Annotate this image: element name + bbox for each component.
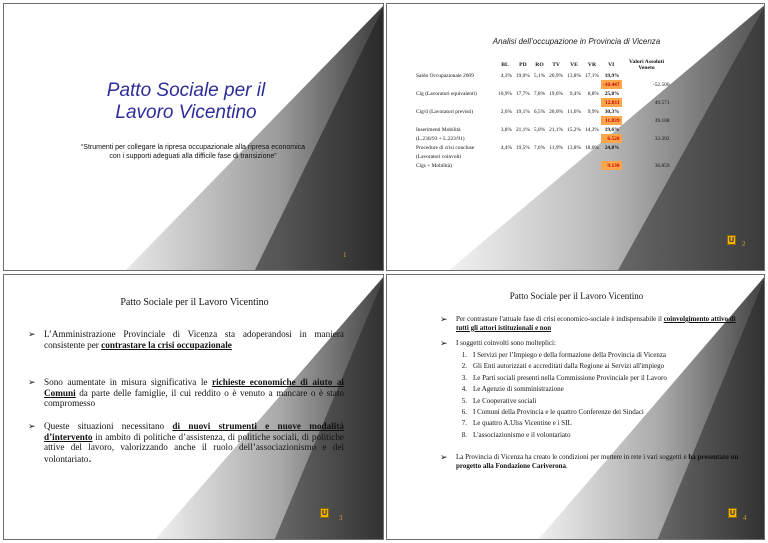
university-logo-icon: U [730, 510, 736, 517]
slide-1-subtitle: “Strumenti per collegare la ripresa occupazionale alla ripresa economica con i supporti adeguati alla difficile fase di transizione” [80, 144, 306, 160]
col-header: Valori Assoluti Veneto [629, 58, 665, 71]
col-header: TV [552, 61, 560, 68]
page-number: 3 [339, 514, 343, 522]
slide-2 [386, 3, 765, 271]
slide-4 [386, 274, 765, 540]
page-number: 1 [343, 251, 347, 259]
col-header: RO [535, 61, 544, 68]
university-logo-icon: U [729, 237, 735, 244]
university-logo-icon: U [322, 510, 328, 517]
col-header: BL [501, 61, 509, 68]
bullet-2: ➢ Sono aumentate in misura significativa le richieste economiche di aiuto ai Comuni da parte delle famiglie, il cui reddito o è venuto a mancare o è stato compromesso [28, 377, 344, 409]
table-row: (L.236/93 + L.223/91) 6.520 33.292 [416, 135, 670, 142]
list-item: 4. Le Agenzie di somministrazione [461, 385, 564, 394]
arrow-bullet-icon: ➢ [440, 338, 448, 348]
table-row: Procedure di crisi concluse 4,4% 19,5% 7,6% 11,9% 13,8% 18,0% 24,8% [416, 144, 620, 151]
slide-3 [3, 274, 384, 540]
slide-1 [3, 3, 384, 271]
table-row: Saldo Occupazionale 2009 4,3% 19,0% 5,1% 20,9% 13,8% 17,1% 19,9% [416, 72, 620, 79]
list-item: 5. Le Cooperative sociali [461, 396, 537, 405]
table-row: (Lavoratori coinvolti [416, 153, 462, 160]
slide-1-title: Patto Sociale per il Lavoro Vicentino [106, 80, 266, 123]
list-item: 3. Le Parti sociali presenti nella Commissione Provinciale per il Lavoro [461, 373, 667, 382]
paragraph-2: ➢ I soggetti coinvolti sono molteplici: [440, 338, 556, 348]
col-header: VR [587, 61, 596, 68]
slide-4-title: Patto Sociale per il Lavoro Vicentino [509, 291, 644, 301]
arrow-bullet-icon: ➢ [28, 377, 36, 387]
actors-list [453, 350, 753, 441]
occupation-table [414, 58, 672, 170]
table-row: Inserimenti Mobilità 3,8% 21,1% 5,0% 21,1% 15,2% 14,3% 19,6% [416, 126, 620, 133]
table-header-row [414, 58, 672, 71]
arrow-bullet-icon: ➢ [440, 452, 448, 462]
page-number: 4 [743, 514, 747, 522]
arrow-bullet-icon: ➢ [440, 314, 448, 324]
table-row: Cig/d (Lavoratori previsti) 2,6% 19,1% 6,5% 20,0% 11,6% 9,9% 30,3% [416, 108, 620, 115]
col-header: VI [608, 61, 615, 68]
arrow-bullet-icon: ➢ [28, 329, 36, 339]
table-row: -10.447 -52.500 [602, 81, 670, 88]
list-item: 8. L'associazionismo e il volontariato [461, 430, 571, 439]
list-item: 7. Le quattro A.Ulss Vicentine e i SIL [461, 419, 572, 428]
decorative-triangle [4, 4, 384, 271]
bullet-1: ➢ L’Amministrazione Provinciale di Vicenza sta adoperandosi in maniera consistente per contrastare la crisi occupazionale [28, 329, 344, 350]
list-item: 1. I Servizi per l’Impiego e della formazione della Provincia di Vicenza [461, 351, 667, 359]
paragraph-3: ➢ La Provincia di Vicenza ha creato le condizioni per mettere in rete i vari soggetti e ha presentato un progetto alla Fondazione Cariverona. [440, 452, 739, 470]
arrow-bullet-icon: ➢ [28, 421, 36, 431]
table-row: Cig (Lavoratori equivalenti) 10,9% 17,7% 7,8% 19,6% 9,4% 8,8% 25,8% [416, 90, 620, 97]
bullet-3: ➢ Queste situazioni necessitano di nuovi strumenti e nuove modalità d’intervento in ambito di politiche d’assistenza, di politiche sociali, di politiche attive del lavoro, valorizzando anche il ruolo dell’associazionismo e del volontariato. [28, 421, 344, 465]
paragraph-1: ➢ Per contrastare l'attuale fase di crisi economico-sociale è indispensabile il coinvolgimento attivo di tutti gli attori istituzionali e non [440, 314, 736, 332]
slide-2-title: Analisi dell’occupazione in Provincia di Vicenza [492, 37, 661, 46]
col-header: PD [519, 61, 527, 68]
table-row: 12.811 49.571 [414, 98, 672, 107]
table-row: 11.839 39.108 [414, 116, 672, 125]
table-row: Cigs + Mobilità) 9.130 36.859 [416, 162, 670, 169]
list-item: 6. I Comuni della Provincia e le quattro Conferenze dei Sindaci [461, 407, 644, 416]
page-number: 2 [742, 240, 746, 248]
col-header: VE [570, 61, 578, 68]
slide-3-title: Patto Sociale per il Lavoro Vicentino [120, 297, 269, 308]
list-item: 2. Gli Enti autorizzati e accreditati dalla Regione ai Servizi all'impiego [461, 362, 665, 371]
